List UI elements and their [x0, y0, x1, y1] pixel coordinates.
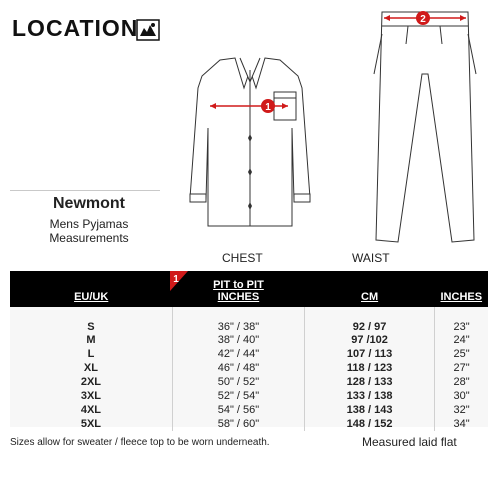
- chest-cell: 54" / 56": [172, 403, 304, 417]
- chest-badge-label: 1: [173, 274, 179, 285]
- product-name: Newmont: [53, 195, 125, 212]
- table-row: [10, 361, 488, 375]
- chest-column-label: CHEST: [222, 251, 263, 265]
- product-title-block: [14, 195, 164, 245]
- table-row: [10, 333, 488, 347]
- waist-inches-cell: 34": [435, 417, 488, 431]
- waist-inches-cell: 32": [435, 403, 488, 417]
- size-table: [10, 271, 488, 431]
- marker-1-label: 1: [265, 102, 271, 113]
- header-chest-line1: PIT to PIT: [213, 279, 264, 291]
- waist-inches-cell: 24": [435, 333, 488, 347]
- waist-cm-cell: 133 / 138: [305, 389, 435, 403]
- location-logo-icon: [136, 19, 160, 41]
- size-cell: S: [87, 321, 95, 333]
- table-row: [10, 417, 488, 431]
- chest-cell: 38" / 40": [172, 333, 304, 347]
- product-subtitle-line1: Mens Pyjamas: [49, 217, 129, 231]
- waist-column-label: WAIST: [352, 251, 390, 265]
- header-waist-cm: CM: [361, 291, 379, 303]
- waist-cm-cell: 128 / 133: [305, 375, 435, 389]
- table-row: [10, 403, 488, 417]
- size-cell: L: [87, 348, 95, 360]
- product-subtitle: [14, 217, 164, 245]
- brand-title: LOCATION: [12, 15, 139, 41]
- product-subtitle-line2: Measurements: [49, 231, 129, 245]
- size-cell: M: [86, 334, 96, 346]
- header-eu-uk: EU/UK: [74, 291, 109, 303]
- sizing-note: Sizes allow for sweater / fleece top to be worn underneath.: [10, 437, 270, 448]
- chest-cell: 46" / 48": [172, 361, 304, 375]
- table-row: [10, 389, 488, 403]
- waist-inches-cell: 28": [435, 375, 488, 389]
- table-row: [10, 347, 488, 361]
- chest-cell: 50" / 52": [172, 375, 304, 389]
- size-cell: 3XL: [80, 390, 102, 402]
- waist-inches-cell: 27": [435, 361, 488, 375]
- header-chest: [172, 271, 304, 307]
- waist-cm-cell: 97 /102: [305, 333, 435, 347]
- waist-inches-cell: 23": [435, 307, 488, 333]
- size-cell: 4XL: [80, 404, 102, 416]
- title-divider: [10, 190, 160, 191]
- table-header-row: [10, 271, 488, 307]
- header-chest-line2: INCHES: [217, 291, 260, 303]
- chest-cell: 52" / 54": [172, 389, 304, 403]
- header-waist-inches: INCHES: [440, 291, 483, 303]
- chest-cell: 58" / 60": [172, 417, 304, 431]
- size-cell: 2XL: [80, 376, 102, 388]
- waist-cm-cell: 138 / 143: [305, 403, 435, 417]
- waist-cm-cell: 107 / 113: [305, 347, 435, 361]
- waist-inches-cell: 25": [435, 347, 488, 361]
- shirt-diagram: [180, 48, 320, 238]
- table-row: [10, 307, 488, 333]
- size-cell: XL: [83, 362, 98, 374]
- waist-cm-cell: 118 / 123: [305, 361, 435, 375]
- waist-inches-cell: 30": [435, 389, 488, 403]
- chest-cell: 42" / 44": [172, 347, 304, 361]
- table-row: [10, 375, 488, 389]
- measured-note: Measured laid flat: [362, 435, 457, 449]
- waist-cm-cell: 92 / 97: [305, 307, 435, 333]
- size-cell: 5XL: [80, 418, 102, 430]
- waist-cm-cell: 148 / 152: [305, 417, 435, 431]
- marker-2-label: 2: [420, 14, 426, 25]
- trousers-diagram: [370, 4, 480, 252]
- chest-badge-icon: [170, 271, 188, 291]
- chest-cell: 36" / 38": [172, 307, 304, 333]
